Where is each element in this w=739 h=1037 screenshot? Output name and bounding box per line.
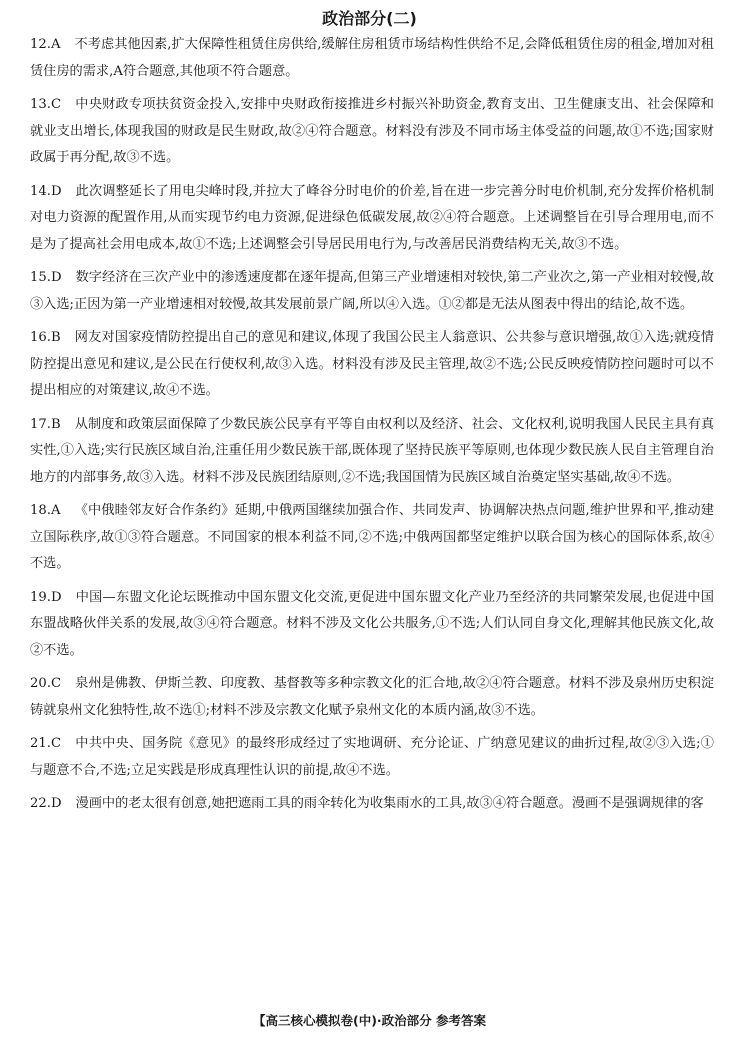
answer-text: 泉州是佛教、伊斯兰教、印度教、基督教等多种宗教文化的汇合地,故②④符合题意。材料不涉及泉州历史积淀铸就泉州文化独特性,故不选①;材料不涉及宗教文化赋予泉州文化的本质内涵,故③不选。 [30, 676, 714, 718]
answer-item [30, 412, 714, 492]
answer-item [30, 498, 714, 578]
answer-item [30, 791, 714, 818]
answer-item [30, 671, 714, 724]
answer-text: 中共中央、国务院《意见》的最终形成经过了实地调研、充分论证、广纳意见建议的曲折过程,故②③入选;①与题意不合,不选;立足实践是形成真理性认识的前提,故④不选。 [30, 736, 714, 778]
page-title: 政治部分(二) [322, 9, 417, 28]
answer-number: 18.A [30, 503, 61, 518]
answer-text: 中国—东盟文化论坛既推动中国东盟文化交流,更促进中国东盟文化产业乃至经济的共同繁荣发展,也促进中国东盟战略伙伴关系的发展,故③④符合题意。材料不涉及文化公共服务,①不选;人们认同自身文化,理解其他民族文化,故②不选。 [30, 589, 714, 658]
answer-item [30, 32, 714, 85]
answer-item [30, 325, 714, 405]
answer-text: 数字经济在三次产业中的渗透速度都在逐年提高,但第三产业增速相对较快,第二产业次之,第一产业相对较慢,故③入选;正因为第一产业增速相对较慢,故其发展前景广阔,所以④入选。①②都是无法从图表中得出的结论,故不选。 [30, 270, 714, 312]
answer-text: 不考虑其他因素,扩大保障性租赁住房供给,缓解住房租赁市场结构性供给不足,会降低租赁住房的租金,增加对租赁住房的需求,A符合题意,其他项不符合题意。 [30, 37, 714, 79]
answer-number: 20.C [30, 676, 62, 691]
answer-text: 此次调整延长了用电尖峰时段,并拉大了峰谷分时电价的价差,旨在进一步完善分时电价机制,充分发挥价格机制对电力资源的配置作用,从而实现节约电力资源,促进绿色低碳发展,故②④符合题意。上述调整旨在引导合理用电,而不是为了提高社会用电成本,故①不选;上述调整会引导居民用电行为,与改善居民消费结构无关,故③不选。 [30, 183, 714, 252]
answer-text: 漫画中的老太很有创意,她把遮雨工具的雨伞转化为收集雨水的工具,故③④符合题意。漫画不是强调规律的客 [75, 796, 704, 811]
answer-list [30, 32, 714, 825]
answer-item [30, 179, 714, 259]
answer-text: 《中俄睦邻友好合作条约》延期,中俄两国继续加强合作、共同发声、协调解决热点问题,维护世界和平,推动建立国际秩序,故①③符合题意。不同国家的根本利益不同,②不选;中俄两国都坚定维护以联合国为核心的国际体系,故④不选。 [30, 503, 714, 571]
answer-number: 17.B [30, 416, 61, 432]
answer-number: 13.C [30, 97, 62, 112]
answer-text: 网友对国家疫情防控提出自己的意见和建议,体现了我国公民主人翁意识、公共参与意识增强,故①入选;就疫情防控提出意见和建议,是公民在行使权利,故③入选。材料没有涉及民主管理,故②不选;公民反映疫情防控问题时可以不提出相应的对策建议,故④不选。 [30, 330, 714, 398]
answer-item [30, 731, 714, 784]
answer-number: 12.A [30, 37, 61, 52]
answer-number: 16.B [30, 330, 61, 345]
answer-text: 中央财政专项扶贫资金投入,安排中央财政衔接推进乡村振兴补助资金,教育支出、卫生健康支出、社会保障和就业支出增长,体现我国的财政是民生财政,故②④符合题意。材料没有涉及不同市场主体受益的问题,故①不选;国家财政属于再分配,故③不选。 [30, 97, 714, 165]
answer-number: 15.D [30, 270, 62, 285]
answer-text: 从制度和政策层面保障了少数民族公民享有平等自由权利以及经济、社会、文化权利,说明我国人民民主具有真实性,①入选;实行民族区域自治,注重任用少数民族干部,既体现了坚持民族平等原则,也体现少数民族人民自主管理自治地方的内部事务,故③入选。材料不涉及民族团结原则,②不选;我国国情为民族区域自治奠定坚实基础,故④不选。 [30, 416, 714, 485]
answer-number: 14.D [30, 183, 62, 199]
answer-number: 19.D [30, 589, 62, 605]
page-footer: 【高三核心模拟卷(中)·政治部分 参考答案 [252, 1013, 487, 1028]
answer-number: 21.C [30, 736, 62, 751]
answer-item [30, 92, 714, 172]
answer-item [30, 265, 714, 318]
answer-item [30, 585, 714, 665]
answer-number: 22.D [30, 796, 62, 811]
